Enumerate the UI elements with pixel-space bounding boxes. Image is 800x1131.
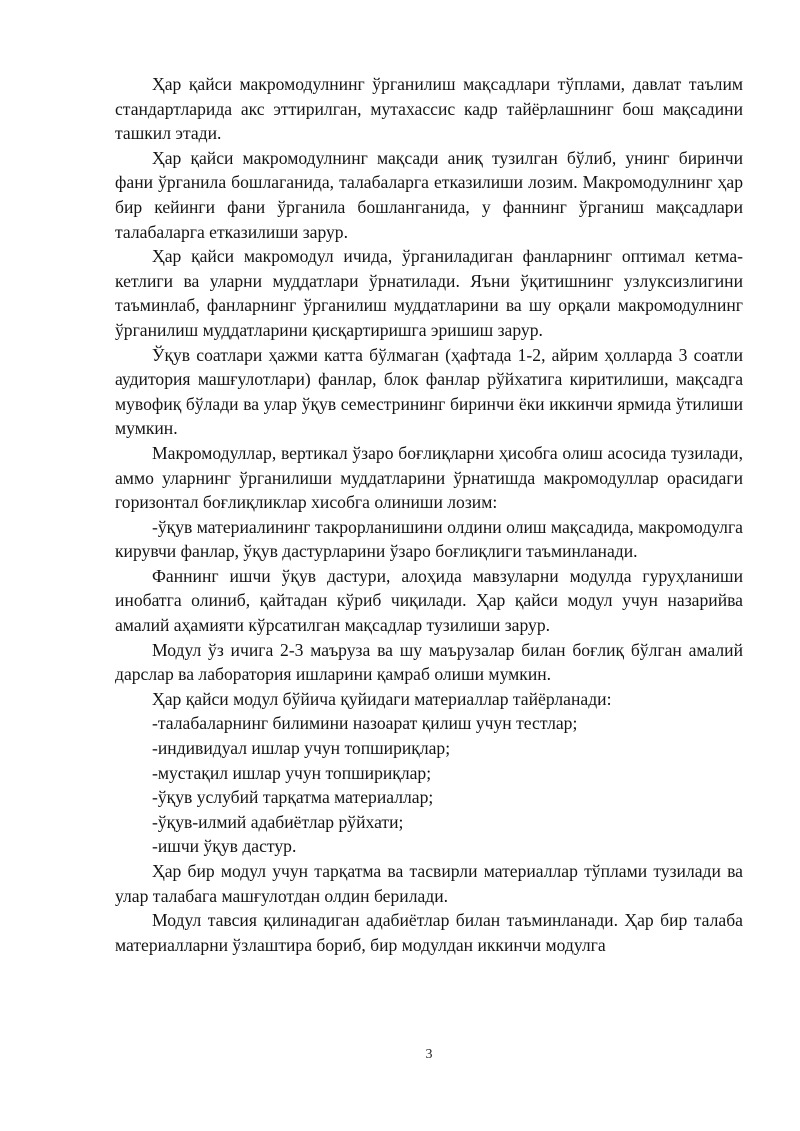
paragraph: Ҳар бир модул учун тарқатма ва тасвирли материаллар тўплами тузилади ва улар талабага машғулотдан олдин берилади. bbox=[115, 861, 743, 906]
list-item: -ишчи ўқув дастур. bbox=[152, 836, 297, 857]
list-item: -мустақил ишлар учун топшириқлар; bbox=[152, 762, 432, 783]
paragraph: Ҳар қайси макромодул ичида, ўрганиладиган фанларнинг оптимал кетма-кетлиги ва уларни муддатлари ўрнатилади. Яъни ўқитишнинг узлуксизлигини таъминлаб, фанларнинг ўрганилиш муддатларини ва шу орқали макромодулнинг ўрганилиш муддатларини қисқартиришга эришиш зарур. bbox=[115, 246, 743, 340]
paragraph: Ҳар қайси модул бўйича қуйидаги материаллар тайёрланади: bbox=[152, 688, 612, 709]
paragraph: Фаннинг ишчи ўқув дастури, алоҳида мавзуларни модулда гуруҳланиши инобатга олиниб, қайтадан кўриб чиқилади. Ҳар қайси модул учун назарийва амалий аҳамияти кўрсатилган мақсадлар тузилиши зарур. bbox=[115, 565, 743, 636]
paragraph: Ўқув соатлари ҳажми катта бўлмаган (ҳафтада 1-2, айрим ҳолларда 3 соатли аудитория машғулотлари) фанлар, блок фанлар рўйхатига киритилиши, мақсадга мувофиқ бўлади ва улар ўқув семестрининг биринчи ёки иккинчи ярмида ўтилиши мумкин. bbox=[115, 344, 743, 439]
paragraph: -ўқув материалининг такрорланишини олдини олиш мақсадида, макромодулга кирувчи фанлар, ўқув дастурларини ўзаро боғлиқлиги таъминланади. bbox=[115, 516, 743, 562]
paragraph: Модул тавсия қилинадиган адабиётлар билан таъминланади. Ҳар бир талаба материалларни ўзлаштира бориб, бир модулдан иккинчи модулга bbox=[115, 910, 743, 955]
page-number: 3 bbox=[425, 1047, 433, 1062]
paragraph: Модул ўз ичига 2-3 маъруза ва шу маърузалар билан боғлиқ бўлган амалий дарслар ва лаборатория ишларини қамраб олиши мумкин. bbox=[115, 639, 743, 685]
list-item: -ўқув-илмий адабиётлар рўйхати; bbox=[152, 811, 404, 832]
list-item: -талабаларнинг билимини назоарат қилиш учун тестлар; bbox=[152, 713, 578, 734]
list-item: -ўқув услубий тарқатма материаллар; bbox=[152, 787, 434, 808]
paragraph: Макромодуллар, вертикал ўзаро боғлиқларни ҳисобга олиш асосида тузилади, аммо уларнинг ўрганилиши муддатларини ўрнатишда макромодуллар орасидаги горизонтал боғлиқликлар хисобга олиниши лозим: bbox=[115, 442, 743, 513]
document-page bbox=[115, 72, 743, 957]
paragraph: Ҳар қайси макромодулнинг мақсади аниқ тузилган бўлиб, унинг биринчи фани ўрганила бошлаганида, талабаларга етказилиши лозим. Макромодулнинг ҳар бир кейинги фани ўрганила бошланганида, у фаннинг ўрганиш мақсадлари талабаларга етказилиши зарур. bbox=[115, 147, 743, 242]
list-item: -индивидуал ишлар учун топшириқлар; bbox=[152, 738, 451, 759]
paragraph: Ҳар қайси макромодулнинг ўрганилиш мақсадлари тўплами, давлат таълим стандартларида акс эттирилган, мутахассис кадр тайёрлашнинг бош мақсадини ташкил этади. bbox=[115, 74, 743, 144]
